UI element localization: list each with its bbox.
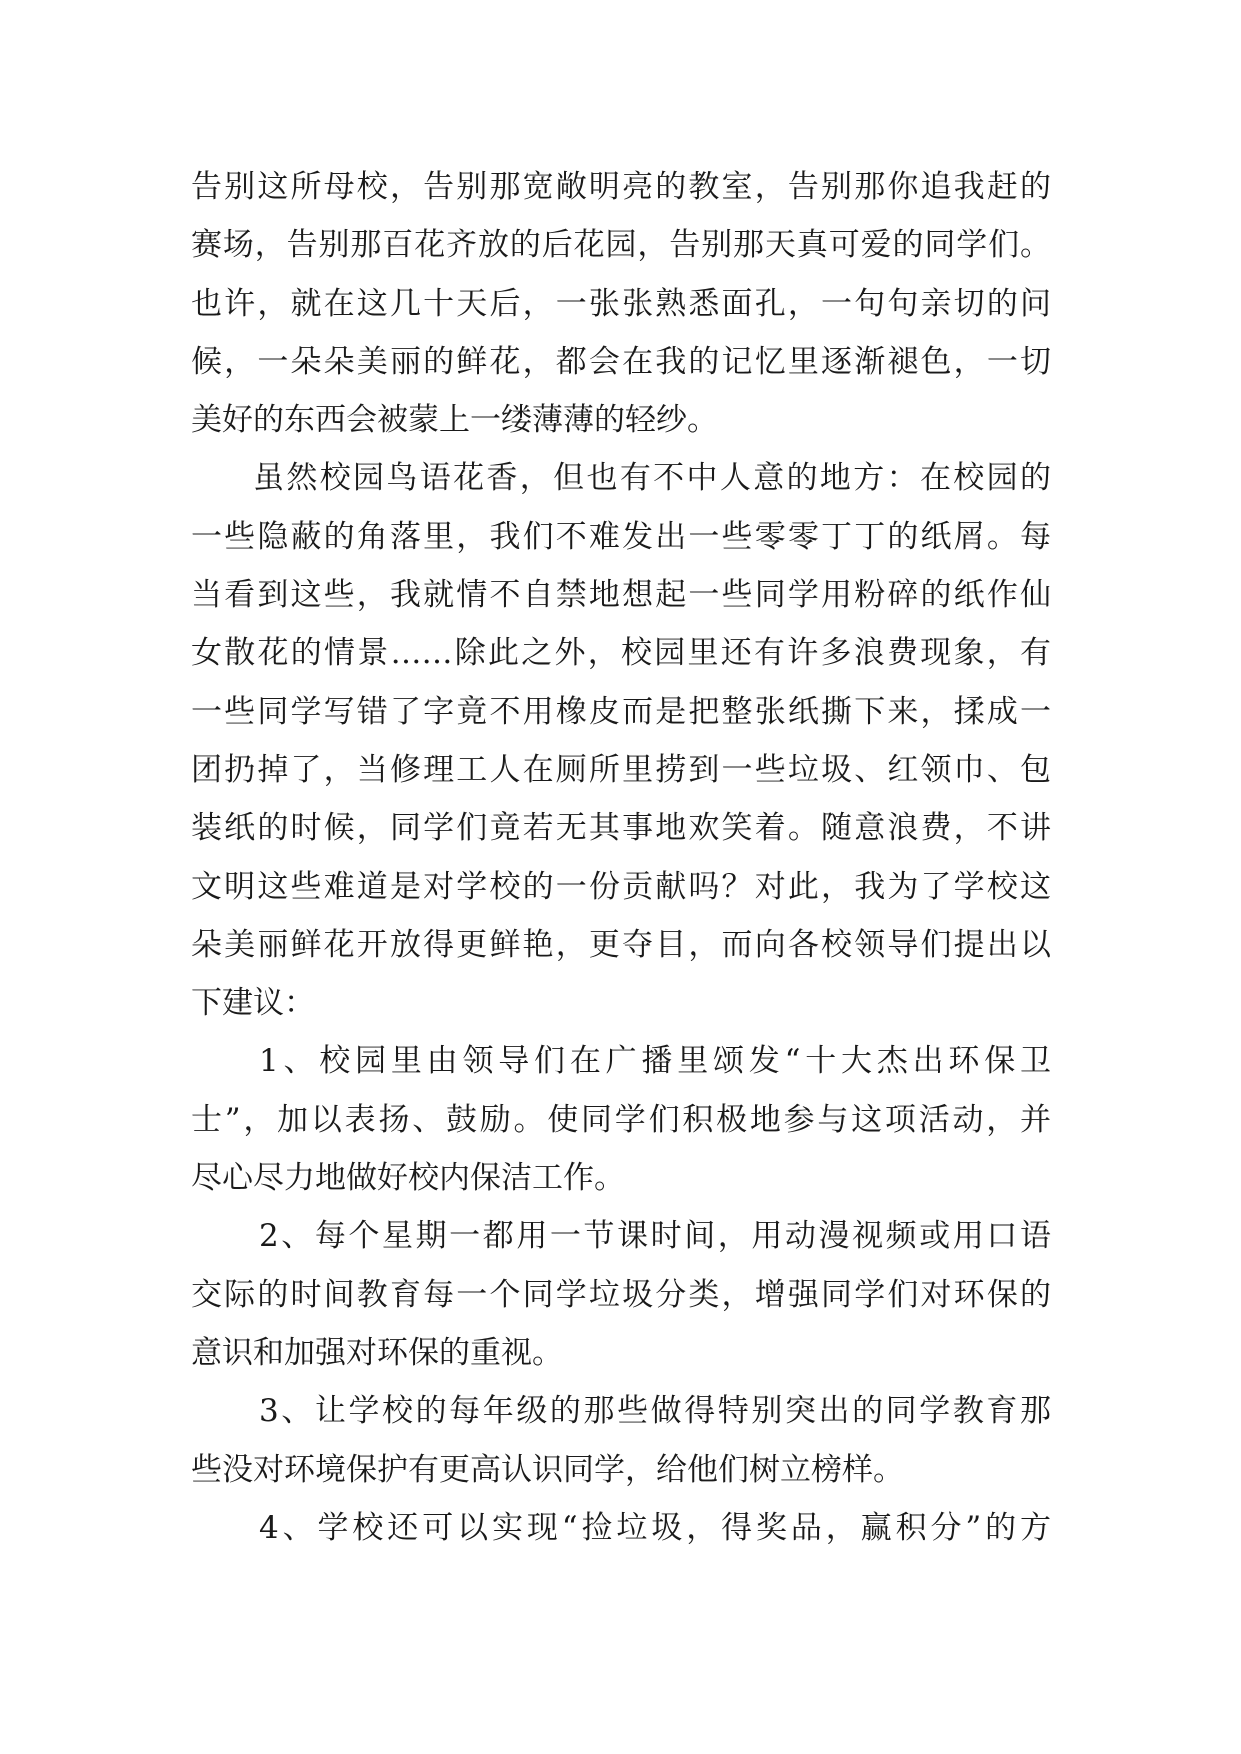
text-line: 尽心尽力地做好校内保洁工作。 — [191, 1160, 625, 1197]
text-line: 装纸的时候，同学们竟若无其事地欢笑着。随意浪费，不讲 — [191, 810, 1051, 847]
text-line: 告别这所母校，告别那宽敞明亮的教室，告别那你追我赶的 — [191, 169, 1051, 205]
text-line: 朵美丽鲜花开放得更鲜艳，更夺目，而向各校领导们提出以 — [191, 926, 1051, 963]
list-item-2: 2、每个星期一都用一节课时间，用动漫视频或用口语 — [259, 1218, 1051, 1255]
text-line: 意识和加强对环保的重视。 — [191, 1334, 563, 1371]
text-line: 一些隐蔽的角落里，我们不难发出一些零零丁丁的纸屑。每 — [191, 518, 1051, 555]
list-item-4: 4、学校还可以实现“捡垃圾，得奖品，赢积分”的方 — [259, 1509, 1051, 1546]
text-line: 团扔掉了，当修理工人在厕所里捞到一些垃圾、红领巾、包 — [191, 751, 1051, 788]
text-line: 虽然校园鸟语花香，但也有不中人意的地方：在校园的 — [253, 460, 1051, 497]
text-line: 也许，就在这几十天后，一张张熟悉面孔，一句句亲切的问 — [191, 285, 1051, 322]
document-body — [191, 158, 1051, 1557]
text-line: 交际的时间教育每一个同学垃圾分类，增强同学们对环保的 — [191, 1276, 1051, 1313]
text-line: 女散花的情景……除此之外，校园里还有许多浪费现象，有 — [191, 635, 1051, 672]
list-item-3: 3、让学校的每年级的那些做得特别突出的同学教育那 — [259, 1393, 1051, 1430]
text-line: 士”，加以表扬、鼓励。使同学们积极地参与这项活动，并 — [191, 1101, 1051, 1138]
text-line: 候，一朵朵美丽的鲜花，都会在我的记忆里逐渐褪色，一切 — [191, 343, 1051, 380]
text-line: 文明这些难道是对学校的一份贡献吗？对此，我为了学校这 — [191, 868, 1051, 905]
text-line: 一些同学写错了字竟不用橡皮而是把整张纸撕下来，揉成一 — [191, 693, 1051, 730]
text-line: 当看到这些，我就情不自禁地想起一些同学用粉碎的纸作仙 — [191, 577, 1051, 614]
text-line: 些没对环境保护有更高认识同学，给他们树立榜样。 — [191, 1451, 904, 1488]
text-line: 赛场，告别那百花齐放的后花园，告别那天真可爱的同学们。 — [191, 227, 1051, 264]
text-line: 美好的东西会被蒙上一缕薄薄的轻纱。 — [191, 402, 718, 439]
list-item-1: 1、校园里由领导们在广播里颂发“十大杰出环保卫 — [259, 1043, 1051, 1080]
text-line: 下建议： — [191, 985, 315, 1022]
